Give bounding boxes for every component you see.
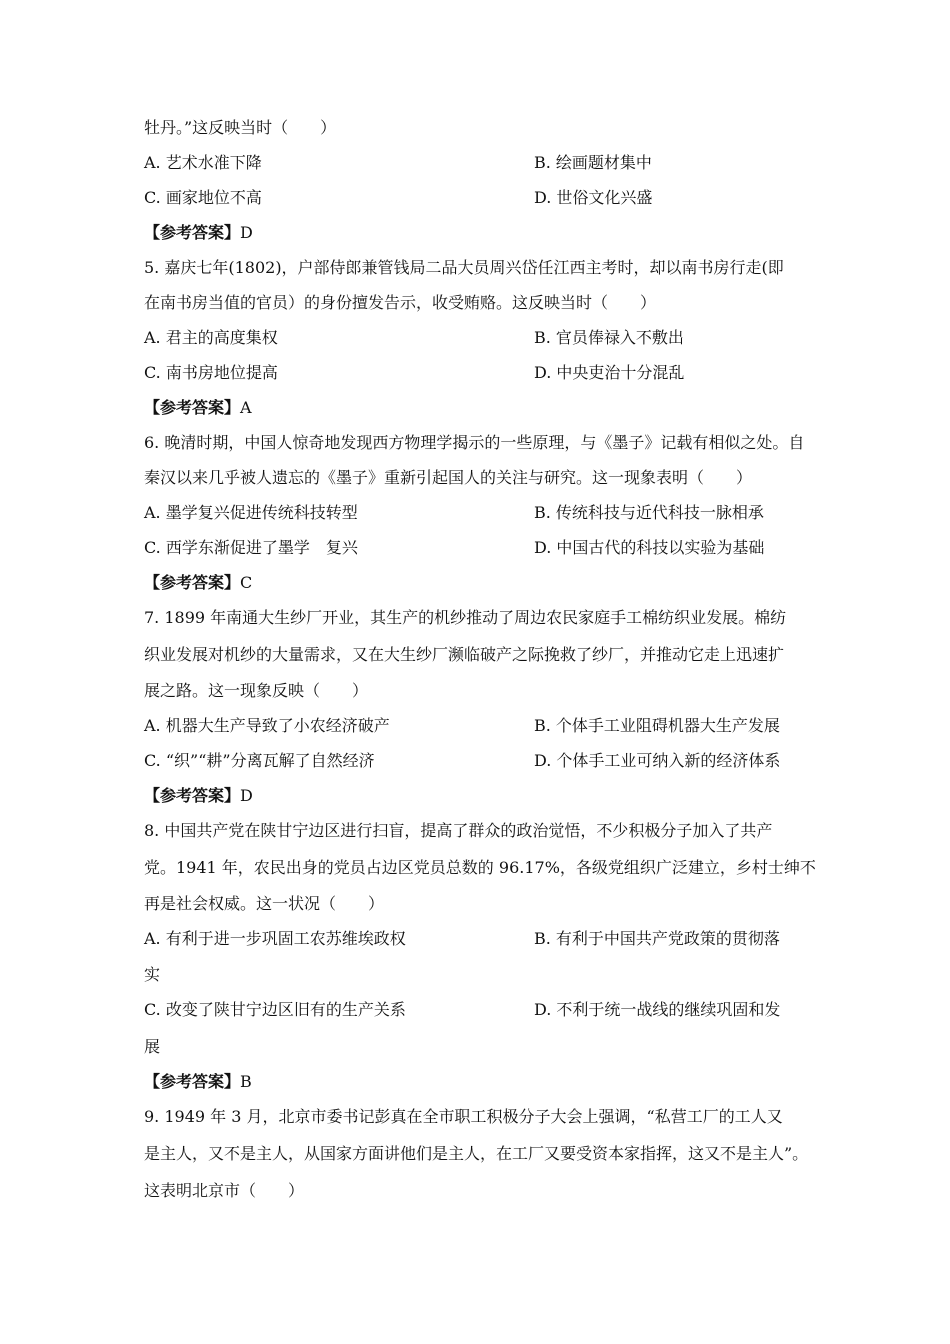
q8-stem-line2: 党。1941 年，农民出身的党员占边区党员总数的 96.17%，各级党组织广泛建立，乡村士绅不 bbox=[144, 858, 816, 877]
q7-option-b: B. 个体手工业阻碍机器大生产发展 bbox=[534, 716, 780, 735]
q4-answer bbox=[144, 222, 253, 244]
q8-option-d-wrap: 展 bbox=[144, 1037, 161, 1056]
q7-stem-line3: 展之路。这一现象反映（ ） bbox=[144, 681, 369, 700]
q5-stem-line2: 在南书房当值的官员）的身份擅发告示，收受贿赂。这反映当时（ ） bbox=[144, 293, 657, 312]
q9-stem-line1: 9. 1949 年 3 月，北京市委书记彭真在全市职工积极分子大会上强调，“私营工厂的工人又 bbox=[144, 1107, 783, 1126]
answer-letter: C bbox=[240, 573, 253, 592]
q8-option-b-wrap: 实 bbox=[144, 965, 161, 984]
q8-option-d: D. 不利于统一战线的继续巩固和发 bbox=[534, 1000, 781, 1019]
answer-letter: B bbox=[240, 1072, 252, 1091]
q8-option-a: A. 有利于进一步巩固工农苏维埃政权 bbox=[144, 929, 406, 948]
q7-option-c: C. “织”“耕”分离瓦解了自然经济 bbox=[144, 751, 375, 770]
q7-option-a: A. 机器大生产导致了小农经济破产 bbox=[144, 716, 390, 735]
answer-label: 【参考答案】 bbox=[144, 786, 241, 805]
q5-stem-line1: 5. 嘉庆七年(1802)，户部侍郎兼管钱局二品大员周兴岱任江西主考时，却以南书房行走(即 bbox=[144, 258, 784, 277]
q5-option-a: A. 君主的高度集权 bbox=[144, 328, 278, 347]
q8-answer bbox=[144, 1071, 252, 1093]
q7-stem-line2: 织业发展对机纱的大量需求，又在大生纱厂濒临破产之际挽救了纱厂，并推动它走上迅速扩 bbox=[144, 645, 785, 664]
answer-label: 【参考答案】 bbox=[144, 223, 241, 242]
q7-answer bbox=[144, 785, 253, 807]
q6-stem-line1: 6. 晚清时期，中国人惊奇地发现西方物理学揭示的一些原理，与《墨子》记载有相似之处。自 bbox=[144, 433, 805, 452]
q5-option-b: B. 官员俸禄入不敷出 bbox=[534, 328, 684, 347]
q8-option-b: B. 有利于中国共产党政策的贯彻落 bbox=[534, 929, 780, 948]
answer-letter: D bbox=[240, 786, 253, 805]
q6-stem-line2: 秦汉以来几乎被人遗忘的《墨子》重新引起国人的关注与研究。这一现象表明（ ） bbox=[144, 468, 753, 487]
q9-stem-line3: 这表明北京市（ ） bbox=[144, 1181, 305, 1200]
q8-stem-line3: 再是社会权威。这一状况（ ） bbox=[144, 894, 385, 913]
q4-option-c: C. 画家地位不高 bbox=[144, 188, 262, 207]
q4-option-a: A. 艺术水准下降 bbox=[144, 153, 262, 172]
q9-stem-line2: 是主人，又不是主人，从国家方面讲他们是主人，在工厂又要受资本家指挥，这又不是主人”。 bbox=[144, 1144, 809, 1163]
q7-option-d: D. 个体手工业可纳入新的经济体系 bbox=[534, 751, 781, 770]
answer-letter: A bbox=[240, 398, 252, 417]
q4-option-d: D. 世俗文化兴盛 bbox=[534, 188, 653, 207]
answer-label: 【参考答案】 bbox=[144, 1072, 241, 1091]
q4-stem-tail: 牡丹。”这反映当时（ ） bbox=[144, 118, 337, 137]
q7-stem-line1: 7. 1899 年南通大生纱厂开业，其生产的机纱推动了周边农民家庭手工棉纺织业发展。棉纺 bbox=[144, 608, 787, 627]
q6-option-d: D. 中国古代的科技以实验为基础 bbox=[534, 538, 765, 557]
q5-answer bbox=[144, 397, 252, 419]
answer-label: 【参考答案】 bbox=[144, 398, 241, 417]
q6-option-c: C. 西学东渐促进了墨学 复兴 bbox=[144, 538, 358, 557]
answer-label: 【参考答案】 bbox=[144, 573, 241, 592]
q5-option-d: D. 中央吏治十分混乱 bbox=[534, 363, 685, 382]
q4-option-b: B. 绘画题材集中 bbox=[534, 153, 652, 172]
q8-option-c: C. 改变了陕甘宁边区旧有的生产关系 bbox=[144, 1000, 406, 1019]
q6-option-b: B. 传统科技与近代科技一脉相承 bbox=[534, 503, 764, 522]
q6-option-a: A. 墨学复兴促进传统科技转型 bbox=[144, 503, 358, 522]
q8-stem-line1: 8. 中国共产党在陕甘宁边区进行扫盲，提高了群众的政治觉悟，不少积极分子加入了共产 bbox=[144, 821, 773, 840]
q5-option-c: C. 南书房地位提高 bbox=[144, 363, 278, 382]
answer-letter: D bbox=[240, 223, 253, 242]
q6-answer bbox=[144, 572, 252, 594]
